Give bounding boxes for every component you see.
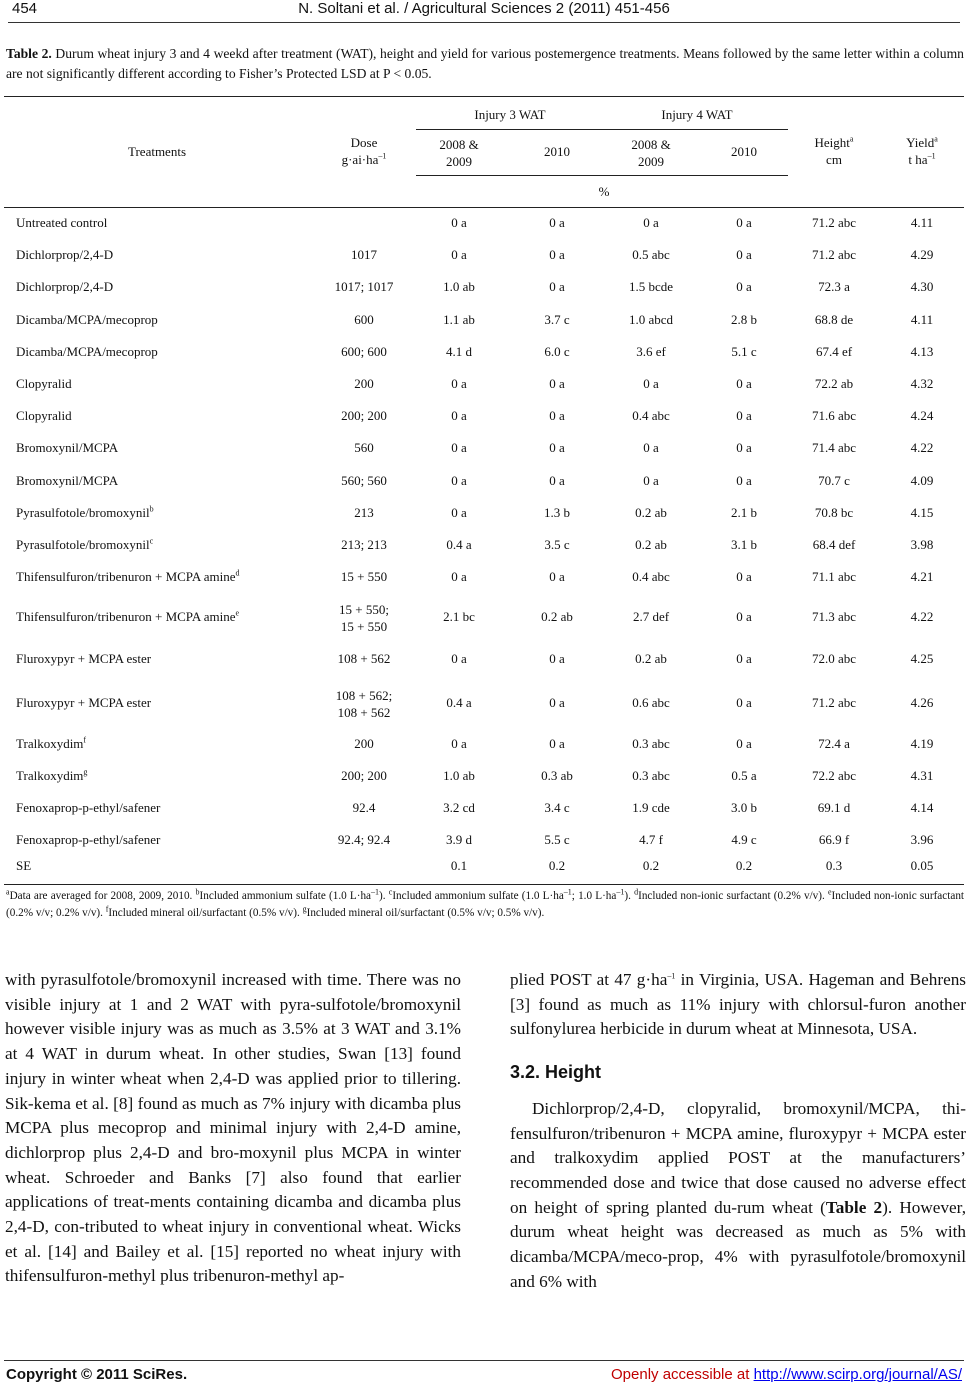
row-treatment-footnote-mark: g xyxy=(83,767,88,777)
col-head-i4-2010: 2010 xyxy=(731,144,757,159)
page-footer xyxy=(4,1360,964,1386)
table-caption-label: Table 2. xyxy=(6,46,52,61)
row-i4b: 0 a xyxy=(736,376,752,391)
row-i3a: 0 a xyxy=(451,651,467,666)
row-i3a: 1.1 ab xyxy=(443,312,475,327)
table-reference-link[interactable]: Table 2 xyxy=(825,1197,883,1217)
row-i3b: 0.3 ab xyxy=(541,768,573,783)
row-dose: 15 + 550 xyxy=(340,569,388,584)
row-treatment-footnote-mark: b xyxy=(149,504,154,514)
row-h: 71.2 abc xyxy=(811,215,857,230)
row-h: 71.3 abc xyxy=(811,609,857,624)
row-i3b: 0 a xyxy=(549,473,565,488)
row-dose: 600 xyxy=(354,312,374,327)
row-treatment-footnote-mark: f xyxy=(83,735,87,745)
row-treatment: Clopyralid xyxy=(16,376,72,391)
row-i4a: 0.2 ab xyxy=(635,505,667,520)
row-i3a: 0 a xyxy=(451,473,467,488)
row-i3a: 0 a xyxy=(451,215,467,230)
row-i4b: 0 a xyxy=(736,609,752,624)
row-h: 68.8 de xyxy=(814,312,854,327)
col-head-yield: Yield$^a$ t $ha^{-1}$ xyxy=(906,134,938,167)
row-treatment: Fluroxypyr + MCPA ester xyxy=(16,651,152,666)
row-i4b: 0 a xyxy=(736,440,752,455)
row-i3a: 4.1 d xyxy=(446,344,472,359)
row-treatment: Dicamba/MCPA/mecoprop xyxy=(16,344,158,359)
row-i4b: 0 a xyxy=(736,279,752,294)
row-y: 4.11 xyxy=(910,312,934,327)
open-access-notice: Openly accessible at http://www.scirp.org/journal/AS/ xyxy=(611,1366,962,1383)
col-head-height: Height$^a$ cm xyxy=(814,134,854,167)
row-i4b: 0 a xyxy=(736,569,752,584)
row-dose: 200 xyxy=(354,736,374,751)
row-treatment-footnote-mark: d xyxy=(235,568,240,578)
row-h: 71.2 abc xyxy=(811,247,857,262)
row-i4a: 4.7 f xyxy=(639,832,663,847)
table-top-rule xyxy=(4,96,964,97)
row-i3b: 0 a xyxy=(549,247,565,262)
row-treatment: Tralkoxydim xyxy=(16,768,84,783)
row-treatment-footnote-mark: c xyxy=(149,536,154,546)
row-y: 3.96 xyxy=(910,832,934,847)
row-y: 4.22 xyxy=(910,609,934,624)
row-y: 4.22 xyxy=(910,440,934,455)
body-column-left xyxy=(5,968,461,1289)
col-head-dose: Dose $g\cdot ai\cdot ha^{-1}$ xyxy=(341,135,387,167)
row-y: 4.14 xyxy=(910,800,934,815)
row-dose: 600; 600 xyxy=(341,344,387,359)
row-i4a: 0.6 abc xyxy=(632,695,670,710)
row-i3b: 3.7 c xyxy=(544,312,570,327)
row-dose: 92.4; 92.4 xyxy=(337,832,391,847)
row-i4b: 3.0 b xyxy=(731,800,757,815)
row-treatment: Fluroxypyr + MCPA ester xyxy=(16,695,152,710)
row-treatment-cell xyxy=(16,569,240,585)
row-y: 4.19 xyxy=(910,736,934,751)
row-i3a: 0.4 a xyxy=(446,537,472,552)
row-i3a: 3.9 d xyxy=(446,832,472,847)
row-i4b: 5.1 c xyxy=(731,344,757,359)
row-i4b: 0.5 a xyxy=(731,768,757,783)
table-bottom-rule xyxy=(4,884,964,885)
row-dose: 560; 560 xyxy=(341,473,387,488)
row-i3b: 0.2 xyxy=(548,858,566,873)
row-i4a: 0.3 abc xyxy=(632,768,670,783)
col-head-treatments: Treatments xyxy=(127,144,187,159)
row-i4b: 4.9 c xyxy=(731,832,757,847)
row-i4a: 1.5 bcde xyxy=(628,279,674,294)
row-treatment-cell xyxy=(16,537,153,553)
row-i3b: 5.5 c xyxy=(544,832,570,847)
row-y: 4.29 xyxy=(910,247,934,262)
row-treatment-cell xyxy=(16,505,154,521)
row-y: 4.09 xyxy=(910,473,934,488)
copyright-notice: Copyright © 2011 SciRes. xyxy=(6,1366,188,1383)
row-i3a: 0 a xyxy=(451,440,467,455)
row-y: 4.15 xyxy=(910,505,934,520)
row-i4b: 0 a xyxy=(736,736,752,751)
row-y: 4.21 xyxy=(910,569,934,584)
running-title: N. Soltani et al. / Agricultural Sciences 2 (2011) 451-456 xyxy=(298,0,670,17)
body-column-right xyxy=(510,968,966,1294)
col-head-i3-2010: 2010 xyxy=(544,144,570,159)
row-i3b: 0 a xyxy=(549,569,565,584)
row-h: 72.4 a xyxy=(818,736,850,751)
table-caption xyxy=(6,44,964,84)
row-dose: 200; 200 xyxy=(341,408,387,423)
row-i3a: 1.0 ab xyxy=(443,279,475,294)
row-i3a: 0 a xyxy=(451,505,467,520)
row-i4a: 3.6 ef xyxy=(636,344,666,359)
row-i4a: 1.9 cde xyxy=(632,800,670,815)
row-h: 70.7 c xyxy=(818,473,850,488)
row-treatment-cell xyxy=(16,736,86,752)
row-i4a: 0 a xyxy=(643,473,659,488)
col-group-injury4: Injury 4 WAT xyxy=(661,107,733,122)
row-i4a: 0.2 ab xyxy=(635,537,667,552)
row-dose: 92.4 xyxy=(352,800,376,815)
row-h: 71.4 abc xyxy=(811,440,857,455)
injury-group-rule xyxy=(416,129,788,130)
row-i4b: 0 a xyxy=(736,215,752,230)
table-footnotes: $^a$Data are averaged for 2008, 2009, 2010. $^b$Included ammonium sulfate (1.0 $L\cdot ha^{-1}$). $^c$Included ammonium sulfate (1.0 $L\cdot ha^{-1}$; 1.0 $L\cdot ha^{-1}$). $^d$Included non-ionic surfactant (0.2% v/v). $^e$Included non-ionic surfactant (0.2% v/v; 0.2% v/v). $^f$Included mineral oil/surfactant (0.5% v/v). $^g$Included mineral oil/surfactant (0.5% v/v; 0.5% v/v). xyxy=(6,887,965,919)
row-dose: 200; 200 xyxy=(341,768,387,783)
row-i3a: 0 a xyxy=(451,569,467,584)
row-h: 67.4 ef xyxy=(815,344,853,359)
row-y: 0.05 xyxy=(910,858,934,873)
row-i3b: 0 a xyxy=(549,651,565,666)
row-y: 4.30 xyxy=(910,279,934,294)
paragraph-height: Dichlorprop/2,4-D, clopyralid, bromoxynil/MCPA, thi-fensulfuron/tribenuron + MCPA amine, fluroxypyr + MCPA ester and tralkoxydim applied POST at the manufacturers’ recommended dose and twice that dose caused no adverse effect on height of spring planted du-rum wheat (Table 2). However, durum wheat height was decreased as much as 5% with dicamba/MCPA/meco-prop, 4% with pyrasulfotole/bromoxynil and 6% with xyxy=(510,1098,966,1291)
row-y: 4.11 xyxy=(910,215,934,230)
row-h: 71.2 abc xyxy=(811,695,857,710)
col-group-injury3: Injury 3 WAT xyxy=(474,107,546,122)
row-h: 72.2 abc xyxy=(811,768,857,783)
row-i3b: 1.3 b xyxy=(544,505,570,520)
row-i3a: 0 a xyxy=(451,247,467,262)
row-treatment: Bromoxynil/MCPA xyxy=(16,473,119,488)
year-rule xyxy=(416,175,788,176)
header-rule xyxy=(8,22,960,23)
row-treatment: SE xyxy=(16,858,32,873)
row-i3b: 0 a xyxy=(549,736,565,751)
row-h: 70.8 bc xyxy=(814,505,854,520)
row-h: 69.1 d xyxy=(817,800,851,815)
row-dose: 213 xyxy=(354,505,374,520)
paragraph-injury-cont: plied POST at 47 $g\cdot ha^{-1}$ in Virginia, USA. Hageman and Behrens [3] found as much as 11% injury with chlorsul-furon another sulfonylurea herbicide in durum wheat at Minnesota, USA. xyxy=(510,970,966,1039)
journal-url-link[interactable]: http://www.scirp.org/journal/AS/ xyxy=(753,1366,962,1383)
row-treatment: Dichlorprop/2,4-D xyxy=(16,247,114,262)
row-h: 71.6 abc xyxy=(811,408,857,423)
row-i3b: 0 a xyxy=(549,440,565,455)
row-i3b: 3.4 c xyxy=(544,800,570,815)
row-i3b: 0 a xyxy=(549,695,565,710)
row-i4a: 0 a xyxy=(643,440,659,455)
row-dose: 560 xyxy=(354,440,374,455)
row-i3a: 2.1 bc xyxy=(443,609,475,624)
col-head-i3-0809: 2008 & 2009 xyxy=(439,137,479,169)
row-i4a: 2.7 def xyxy=(632,609,670,624)
row-i3a: 0 a xyxy=(451,408,467,423)
row-h: 72.0 abc xyxy=(811,651,857,666)
row-i4b: 0 a xyxy=(736,473,752,488)
paragraph-injury-discussion: with pyrasulfotole/bromoxynil increased with time. There was no visible injury at 1 and 2 WAT with pyra-sulfotole/bromoxynil however visible injury was as much as 3.5% at 3 WAT and 3.1% at 4 WAT in durum wheat. In other studies, Swan [13] found injury in winter wheat when 2,4-D was applied prior to tillering. Sik-kema et al. [8] found as much as 7% injury with dicamba plus MCPA plus mecoprop and minimal injury with 2,4-D amine, dichlorprop plus 2,4-D and bro-moxynil plus MCPA in winter wheat. Schroeder and Banks [7] also found that earlier applications of treat-ments containing dicamba and dicamba plus 2,4-D, con-tributed to wheat injury in conventional wheat. Wicks et al. [14] and Bailey et al. [15] reported no wheat injury with thifensulfuron-methyl plus tribenuron-methyl ap- xyxy=(5,970,461,1286)
row-dose: 15 + 550; 15 + 550 xyxy=(339,602,389,634)
row-treatment: Clopyralid xyxy=(16,408,72,423)
results-table xyxy=(4,96,964,886)
row-i4a: 0.4 abc xyxy=(632,408,670,423)
row-treatment-cell xyxy=(16,768,87,784)
page-number: 454 xyxy=(12,0,38,17)
row-y: 4.26 xyxy=(910,695,934,710)
row-treatment: Fenoxaprop-p-ethyl/safener xyxy=(16,832,161,847)
row-i4a: 0 a xyxy=(643,376,659,391)
footer-rule xyxy=(4,1360,964,1361)
row-i3b: 0.2 ab xyxy=(541,609,573,624)
row-y: 4.13 xyxy=(910,344,934,359)
row-i3b: 0 a xyxy=(549,279,565,294)
row-treatment: Tralkoxydim xyxy=(16,736,84,751)
row-i4a: 0.4 abc xyxy=(632,569,670,584)
row-i3b: 6.0 c xyxy=(544,344,570,359)
row-i4a: 0.3 abc xyxy=(632,736,670,751)
row-i3b: 0 a xyxy=(549,408,565,423)
row-h: 0.3 xyxy=(825,858,843,873)
table-caption-text: Durum wheat injury 3 and 4 weekd after treatment (WAT), height and yield for various postemergence treatments. Means followed by the same letter within a column are not significantly different according to Fisher’s Protected LSD at P < 0.05. xyxy=(6,46,964,81)
row-dose: 1017; 1017 xyxy=(334,279,394,294)
row-y: 4.24 xyxy=(910,408,934,423)
row-h: 66.9 f xyxy=(818,832,850,847)
row-y: 4.25 xyxy=(910,651,934,666)
row-treatment: Dicamba/MCPA/mecoprop xyxy=(16,312,158,327)
row-i3a: 3.2 cd xyxy=(443,800,475,815)
col-head-i4-0809: 2008 & 2009 xyxy=(631,137,671,169)
row-treatment: Thifensulfuron/tribenuron + MCPA amine xyxy=(16,569,236,584)
row-i3a: 1.0 ab xyxy=(443,768,475,783)
col-head-percent: % xyxy=(598,184,610,199)
row-dose: 200 xyxy=(354,376,374,391)
row-i4b: 2.8 b xyxy=(731,312,757,327)
row-i3a: 0.1 xyxy=(450,858,468,873)
row-i3a: 0.4 a xyxy=(446,695,472,710)
row-i4a: 0.5 abc xyxy=(632,247,670,262)
row-i4b: 3.1 b xyxy=(731,537,757,552)
row-treatment: Dichlorprop/2,4-D xyxy=(16,279,114,294)
row-dose: 108 + 562 xyxy=(337,651,391,666)
section-heading-height: 3.2. Height xyxy=(510,1062,602,1083)
row-treatment: Thifensulfuron/tribenuron + MCPA amine xyxy=(16,609,236,624)
row-i4a: 1.0 abcd xyxy=(628,312,674,327)
row-dose: 1017 xyxy=(351,247,377,262)
row-h: 72.2 ab xyxy=(814,376,854,391)
row-h: 72.3 a xyxy=(818,279,850,294)
row-y: 4.31 xyxy=(910,768,934,783)
row-i4a: 0.2 ab xyxy=(635,651,667,666)
row-i4b: 0.2 xyxy=(735,858,753,873)
row-treatment: Untreated control xyxy=(16,215,108,230)
row-i4b: 0 a xyxy=(736,651,752,666)
row-dose: 213; 213 xyxy=(341,537,387,552)
row-i4b: 0 a xyxy=(736,247,752,262)
row-i3b: 0 a xyxy=(549,376,565,391)
row-treatment-footnote-mark: e xyxy=(235,608,240,618)
row-dose: 108 + 562; 108 + 562 xyxy=(335,688,393,720)
row-treatment-cell xyxy=(16,609,239,625)
row-h: 68.4 def xyxy=(812,537,856,552)
row-i4b: 2.1 b xyxy=(731,505,757,520)
row-treatment: Bromoxynil/MCPA xyxy=(16,440,119,455)
row-i4a: 0 a xyxy=(643,215,659,230)
row-y: 3.98 xyxy=(910,537,934,552)
row-i3b: 3.5 c xyxy=(544,537,570,552)
row-i4b: 0 a xyxy=(736,408,752,423)
table-head-rule xyxy=(4,207,964,208)
row-treatment: Pyrasulfotole/bromoxynil xyxy=(16,537,150,552)
row-i4a: 0.2 xyxy=(642,858,660,873)
row-i3b: 0 a xyxy=(549,215,565,230)
row-i4b: 0 a xyxy=(736,695,752,710)
row-i3a: 0 a xyxy=(451,736,467,751)
row-treatment: Pyrasulfotole/bromoxynil xyxy=(16,505,150,520)
row-i3a: 0 a xyxy=(451,376,467,391)
row-y: 4.32 xyxy=(910,376,934,391)
row-treatment: Fenoxaprop-p-ethyl/safener xyxy=(16,800,161,815)
row-h: 71.1 abc xyxy=(811,569,857,584)
page-header xyxy=(8,0,960,24)
